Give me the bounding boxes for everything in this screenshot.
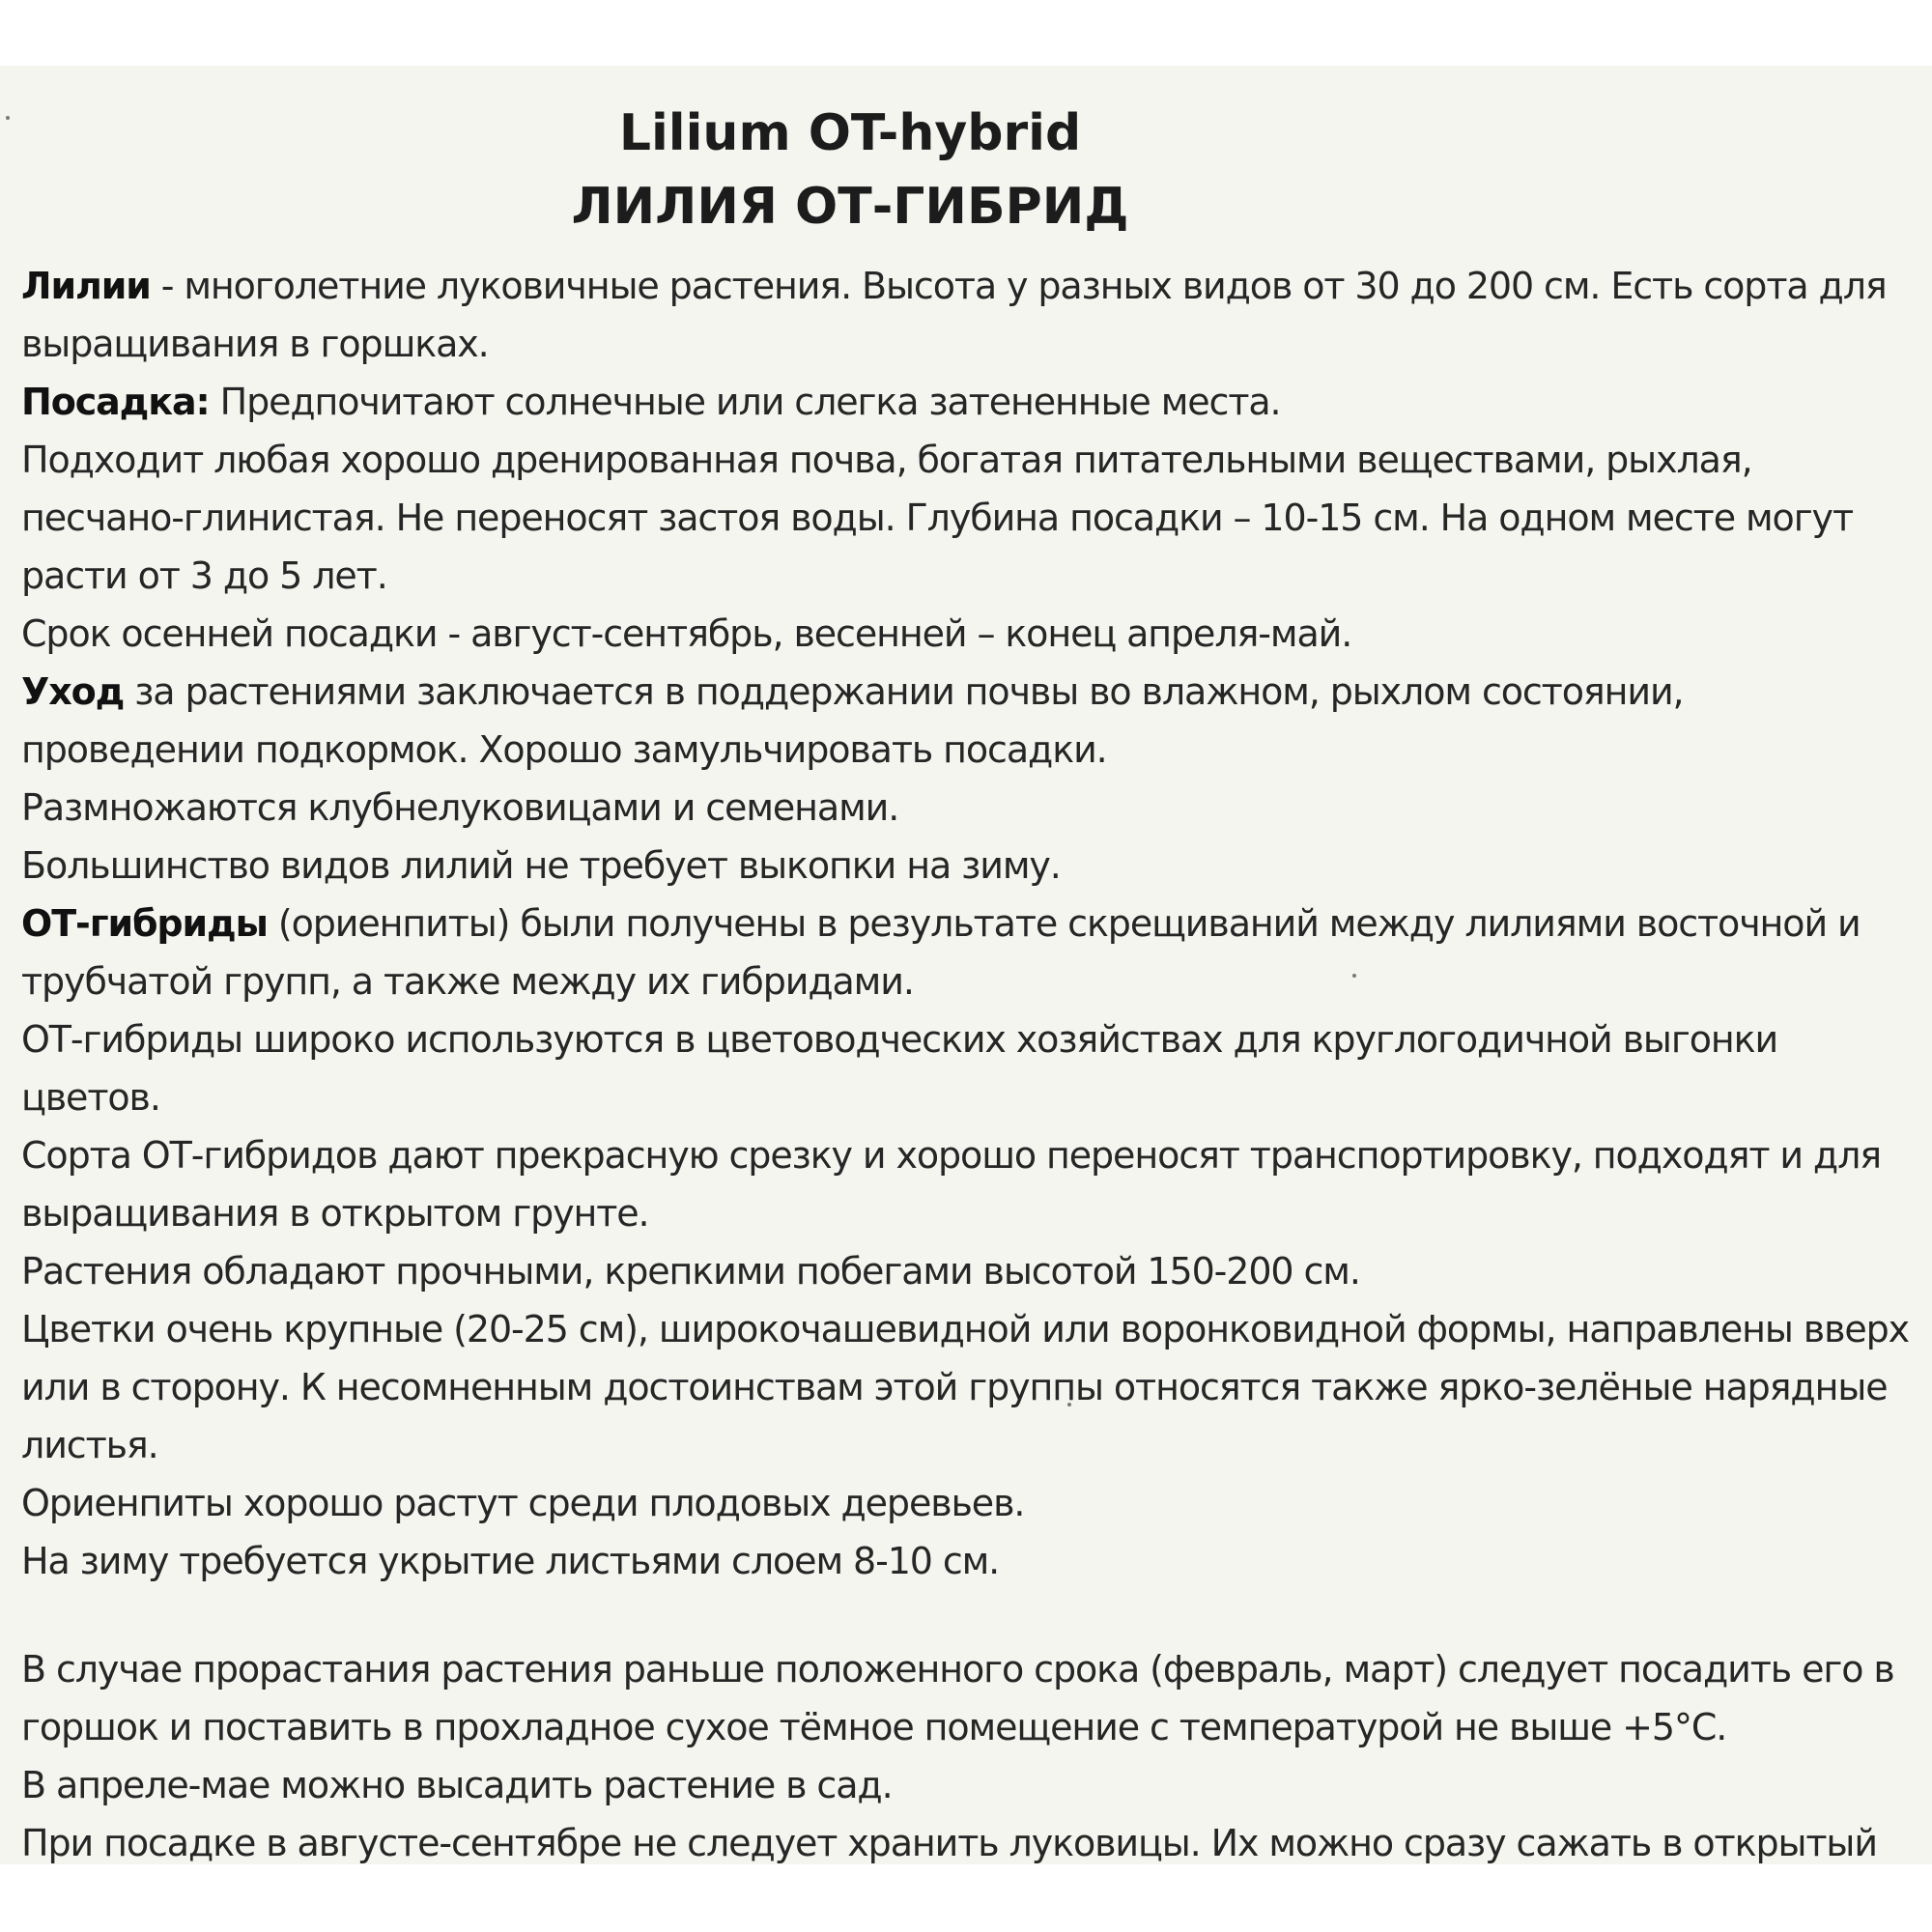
term-lilies: Лилии <box>21 265 151 307</box>
paragraph-text: (ориенпиты) были получены в результате скрещиваний между лилиями восточной и трубчатой групп, а также между их гибридами. <box>21 902 1861 1003</box>
paragraph-propagation: Размножаются клубнелуковицами и семенами. <box>21 786 899 829</box>
paragraph-planting-season: Срок осенней посадки - август-сентябрь, весенней – конец апреля-май. <box>21 612 1352 655</box>
paragraph-stems: Растения обладают прочными, крепкими побегами высотой 150-200 см. <box>21 1250 1360 1293</box>
paragraph-flowers: Цветки очень крупные (20-25 см), широкочашевидной или воронковидной формы, направлены вверх или в сторону. К несомненным достоинствам этой группы относятся также ярко-зелёные нарядные листья. <box>21 1308 1910 1466</box>
paragraph-gap <box>21 1590 1915 1640</box>
term-care: Уход <box>21 670 125 713</box>
paragraph-lilies <box>21 257 1915 373</box>
term-ot-hybrids: ОТ-гибриды <box>21 902 268 945</box>
paragraph-ot-hybrids <box>21 895 1915 1010</box>
paragraph-text: - многолетние луковичные растения. Высота у разных видов от 30 до 200 см. Есть сорта для выращивания в горшках. <box>21 265 1887 365</box>
title-latin: Lilium OT-hybrid <box>618 104 1082 162</box>
title-russian: ЛИЛИЯ ОТ-ГИБРИД <box>571 178 1129 236</box>
paragraph-winter: Большинство видов лилий не требует выкопки на зиму. <box>21 844 1061 887</box>
paragraph-care <box>21 663 1915 779</box>
paragraph-cut-flowers: Сорта ОТ-гибридов дают прекрасную срезку и хорошо переносят транспортировку, подходят и для выращивания в открытом грунте. <box>21 1134 1882 1235</box>
document-body <box>21 257 1915 1864</box>
paragraph-forcing: ОТ-гибриды широко используются в цветоводческих хозяйствах для круглогодичной выгонки цветов. <box>21 1018 1778 1119</box>
paragraph-planting <box>21 373 1915 431</box>
paragraph-text: Предпочитают солнечные или слегка затененные места. <box>209 381 1281 423</box>
term-planting: Посадка: <box>21 381 210 423</box>
paragraph-soil: Подходит любая хорошо дренированная почва, богатая питательными веществами, рыхлая, песчано-глинистая. Не переносят застоя воды. Глубина посадки – 10-15 см. На одном месте могут расти от 3 до 5 лет. <box>21 439 1853 597</box>
paragraph-early-sprouting: В случае прорастания растения раньше положенного срока (февраль, март) следует посадить его в горшок и поставить в прохладное сухое тёмное помещение с температурой не выше +5°С. <box>21 1648 1894 1748</box>
document-sheet <box>0 66 1932 1864</box>
paragraph-garden-transplant: В апреле-мае можно высадить растение в сад. <box>21 1764 893 1806</box>
paragraph-orchards: Ориенпиты хорошо растут среди плодовых деревьев. <box>21 1482 1025 1524</box>
paragraph-winter-cover: На зиму требуется укрытие листьями слоем 8-10 см. <box>21 1540 1000 1582</box>
paragraph-text: за растениями заключается в поддержании почвы во влажном, рыхлом состоянии, проведении подкормок. Хорошо замульчировать посадки. <box>21 670 1684 771</box>
paragraph-autumn-planting: При посадке в августе-сентябре не следует хранить луковицы. Их можно сразу сажать в открытый <box>21 1822 1877 1864</box>
